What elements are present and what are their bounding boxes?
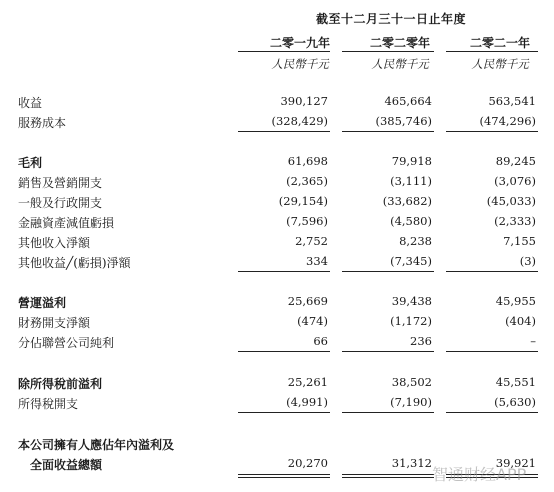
cell-value: 25,669	[287, 294, 328, 308]
cell-value: 236	[410, 334, 432, 348]
cell-value: (328,429)	[271, 114, 328, 128]
total-double-rule	[238, 474, 330, 478]
row-label-admin-expenses: 一般及行政開支	[18, 196, 103, 210]
row-label-revenue: 收益	[18, 96, 43, 110]
year-underline	[238, 51, 330, 52]
cell-value: 8,238	[399, 234, 432, 248]
cell-value: –	[530, 334, 536, 348]
subtotal-rule	[238, 271, 330, 272]
cell-value: 31,312	[391, 456, 432, 470]
row-label-finance-expenses: 財務開支淨額	[18, 316, 91, 330]
row-label-impairment-losses: 金融資產減值虧損	[18, 216, 115, 230]
subtotal-rule	[342, 412, 434, 413]
cell-value: 390,127	[280, 94, 328, 108]
subtotal-rule	[342, 131, 434, 132]
cell-value: 66	[313, 334, 328, 348]
cell-value: (7,345)	[390, 254, 432, 268]
cell-value: (4,580)	[390, 214, 432, 228]
subtotal-rule	[238, 131, 330, 132]
row-label-income-tax: 所得稅開支	[18, 397, 79, 411]
row-label-total-line2: 全面收益總額	[30, 458, 103, 472]
cell-value: (33,682)	[382, 194, 432, 208]
year-underline	[446, 51, 538, 52]
row-label-total-line1: 本公司擁有人應佔年內溢利及	[18, 438, 175, 452]
cell-value: 465,664	[384, 94, 432, 108]
cell-value: 25,261	[287, 375, 328, 389]
row-label-profit-before-tax: 除所得稅前溢利	[18, 377, 103, 391]
subtotal-rule	[446, 271, 538, 272]
cell-value: (4,991)	[286, 395, 328, 409]
year-2019-header: 二零一九年	[269, 36, 330, 50]
cell-value: (2,333)	[494, 214, 536, 228]
year-2020-header: 二零二零年	[369, 36, 430, 50]
cell-value: 39,921	[495, 456, 536, 470]
cell-value: (385,746)	[375, 114, 432, 128]
unit-label: 人民幣千元	[471, 57, 529, 71]
year-underline	[342, 51, 434, 52]
subtotal-rule	[238, 351, 330, 352]
cell-value: (3,076)	[494, 174, 536, 188]
cell-value: (45,033)	[486, 194, 536, 208]
subtotal-rule	[342, 271, 434, 272]
cell-value: 563,541	[488, 94, 536, 108]
subtotal-rule	[446, 131, 538, 132]
cell-value: (474,296)	[479, 114, 536, 128]
cell-value: (1,172)	[390, 314, 432, 328]
cell-value: 334	[306, 254, 328, 268]
subtotal-rule	[446, 351, 538, 352]
cell-value: (3)	[519, 254, 536, 268]
unit-label: 人民幣千元	[271, 57, 329, 71]
total-double-rule	[342, 474, 434, 478]
row-label-other-income: 其他收入淨額	[18, 236, 91, 250]
row-label-share-of-associates: 分佔聯營公司純利	[18, 336, 115, 350]
row-label-gross-profit: 毛利	[18, 156, 43, 170]
cell-value: 45,955	[495, 294, 536, 308]
cell-value: (3,111)	[390, 174, 432, 188]
period-header: 截至十二月三十一日止年度	[316, 12, 467, 26]
cell-value: (29,154)	[278, 194, 328, 208]
cell-value: 61,698	[287, 154, 328, 168]
subtotal-rule	[238, 412, 330, 413]
row-label-selling-expenses: 銷售及營銷開支	[18, 176, 103, 190]
row-label-other-gains-losses: 其他收益╱(虧損)淨額	[18, 256, 131, 270]
cell-value: (2,365)	[286, 174, 328, 188]
cell-value: (404)	[505, 314, 536, 328]
row-label-operating-profit: 營運溢利	[18, 296, 67, 310]
cell-value: (7,596)	[286, 214, 328, 228]
subtotal-rule	[342, 351, 434, 352]
cell-value: 38,502	[391, 375, 432, 389]
cell-value: 39,438	[391, 294, 432, 308]
cell-value: 7,155	[503, 234, 536, 248]
year-2021-header: 二零二一年	[469, 36, 530, 50]
cell-value: 20,270	[287, 456, 328, 470]
cell-value: 79,918	[391, 154, 432, 168]
cell-value: 2,752	[295, 234, 328, 248]
cell-value: 89,245	[495, 154, 536, 168]
unit-label: 人民幣千元	[371, 57, 429, 71]
cell-value: (7,190)	[390, 395, 432, 409]
subtotal-rule	[446, 412, 538, 413]
watermark: 智通财经APP	[432, 465, 527, 484]
cell-value: 45,551	[495, 375, 536, 389]
cell-value: (5,630)	[494, 395, 536, 409]
row-label-cost-of-services: 服務成本	[18, 116, 67, 130]
cell-value: (474)	[297, 314, 328, 328]
